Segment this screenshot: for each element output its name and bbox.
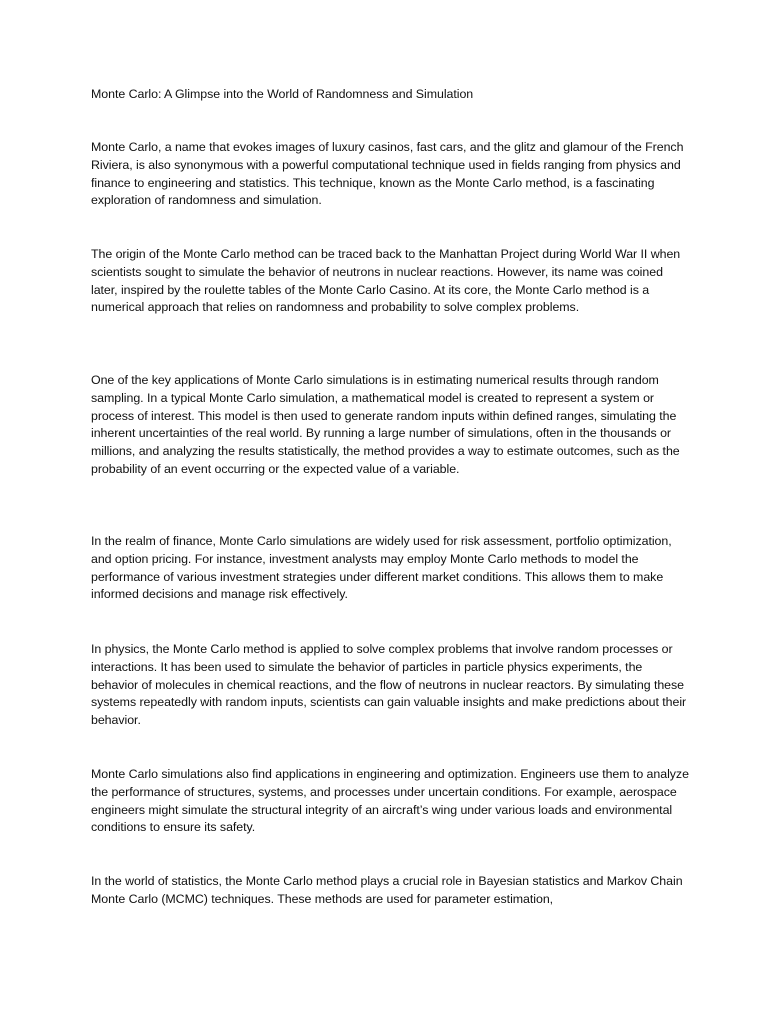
paragraph-statistics: In the world of statistics, the Monte Carlo method plays a crucial role in Bayesian statistics and Markov Chain Monte Carlo (MCMC) techniques. These methods are used for parameter estimation,: [91, 874, 683, 906]
paragraph-engineering: Monte Carlo simulations also find applications in engineering and optimization. Engineers use them to analyze the performance of structures, systems, and processes under uncertain conditions. For example, aerospace engineers might simulate the structural integrity of an aircraft’s wing under various loads and environmental conditions to ensure its safety.: [91, 767, 689, 835]
paragraph-finance: In the realm of finance, Monte Carlo simulations are widely used for risk assessment, portfolio optimization, and option pricing. For instance, investment analysts may employ Monte Carlo methods to model the performance of various investment strategies under different market conditions. This allows them to make informed decisions and manage risk effectively.: [91, 534, 672, 602]
paragraph-intro: Monte Carlo, a name that evokes images of luxury casinos, fast cars, and the glitz and glamour of the French Riviera, is also synonymous with a powerful computational technique used in fields ranging from physics and finance to engineering and statistics. This technique, known as the Monte Carlo method, is a fascinating exploration of randomness and simulation.: [91, 140, 684, 208]
paragraph-applications: One of the key applications of Monte Carlo simulations is in estimating numerical results through random sampling. In a typical Monte Carlo simulation, a mathematical model is created to represent a system or process of interest. This model is then used to generate random inputs within defined ranges, simulating the inherent uncertainties of the real world. By running a large number of simulations, often in the thousands or millions, and analyzing the results statistically, the method provides a way to estimate outcomes, such as the probability of an event occurring or the expected value of a variable.: [91, 373, 680, 476]
paragraph-origin: The origin of the Monte Carlo method can be traced back to the Manhattan Project during World War II when scientists sought to simulate the behavior of neutrons in nuclear reactions. However, its name was coined later, inspired by the roulette tables of the Monte Carlo Casino. At its core, the Monte Carlo method is a numerical approach that relies on randomness and probability to solve complex problems.: [91, 247, 681, 315]
document-title: Monte Carlo: A Glimpse into the World of Randomness and Simulation: [91, 87, 474, 101]
paragraph-physics: In physics, the Monte Carlo method is applied to solve complex problems that involve random processes or interactions. It has been used to simulate the behavior of particles in particle physics experiments, the behavior of molecules in chemical reactions, and the flow of neutrons in nuclear reactors. By simulating these systems repeatedly with random inputs, scientists can gain valuable insights and make predictions about their behavior.: [91, 642, 687, 728]
